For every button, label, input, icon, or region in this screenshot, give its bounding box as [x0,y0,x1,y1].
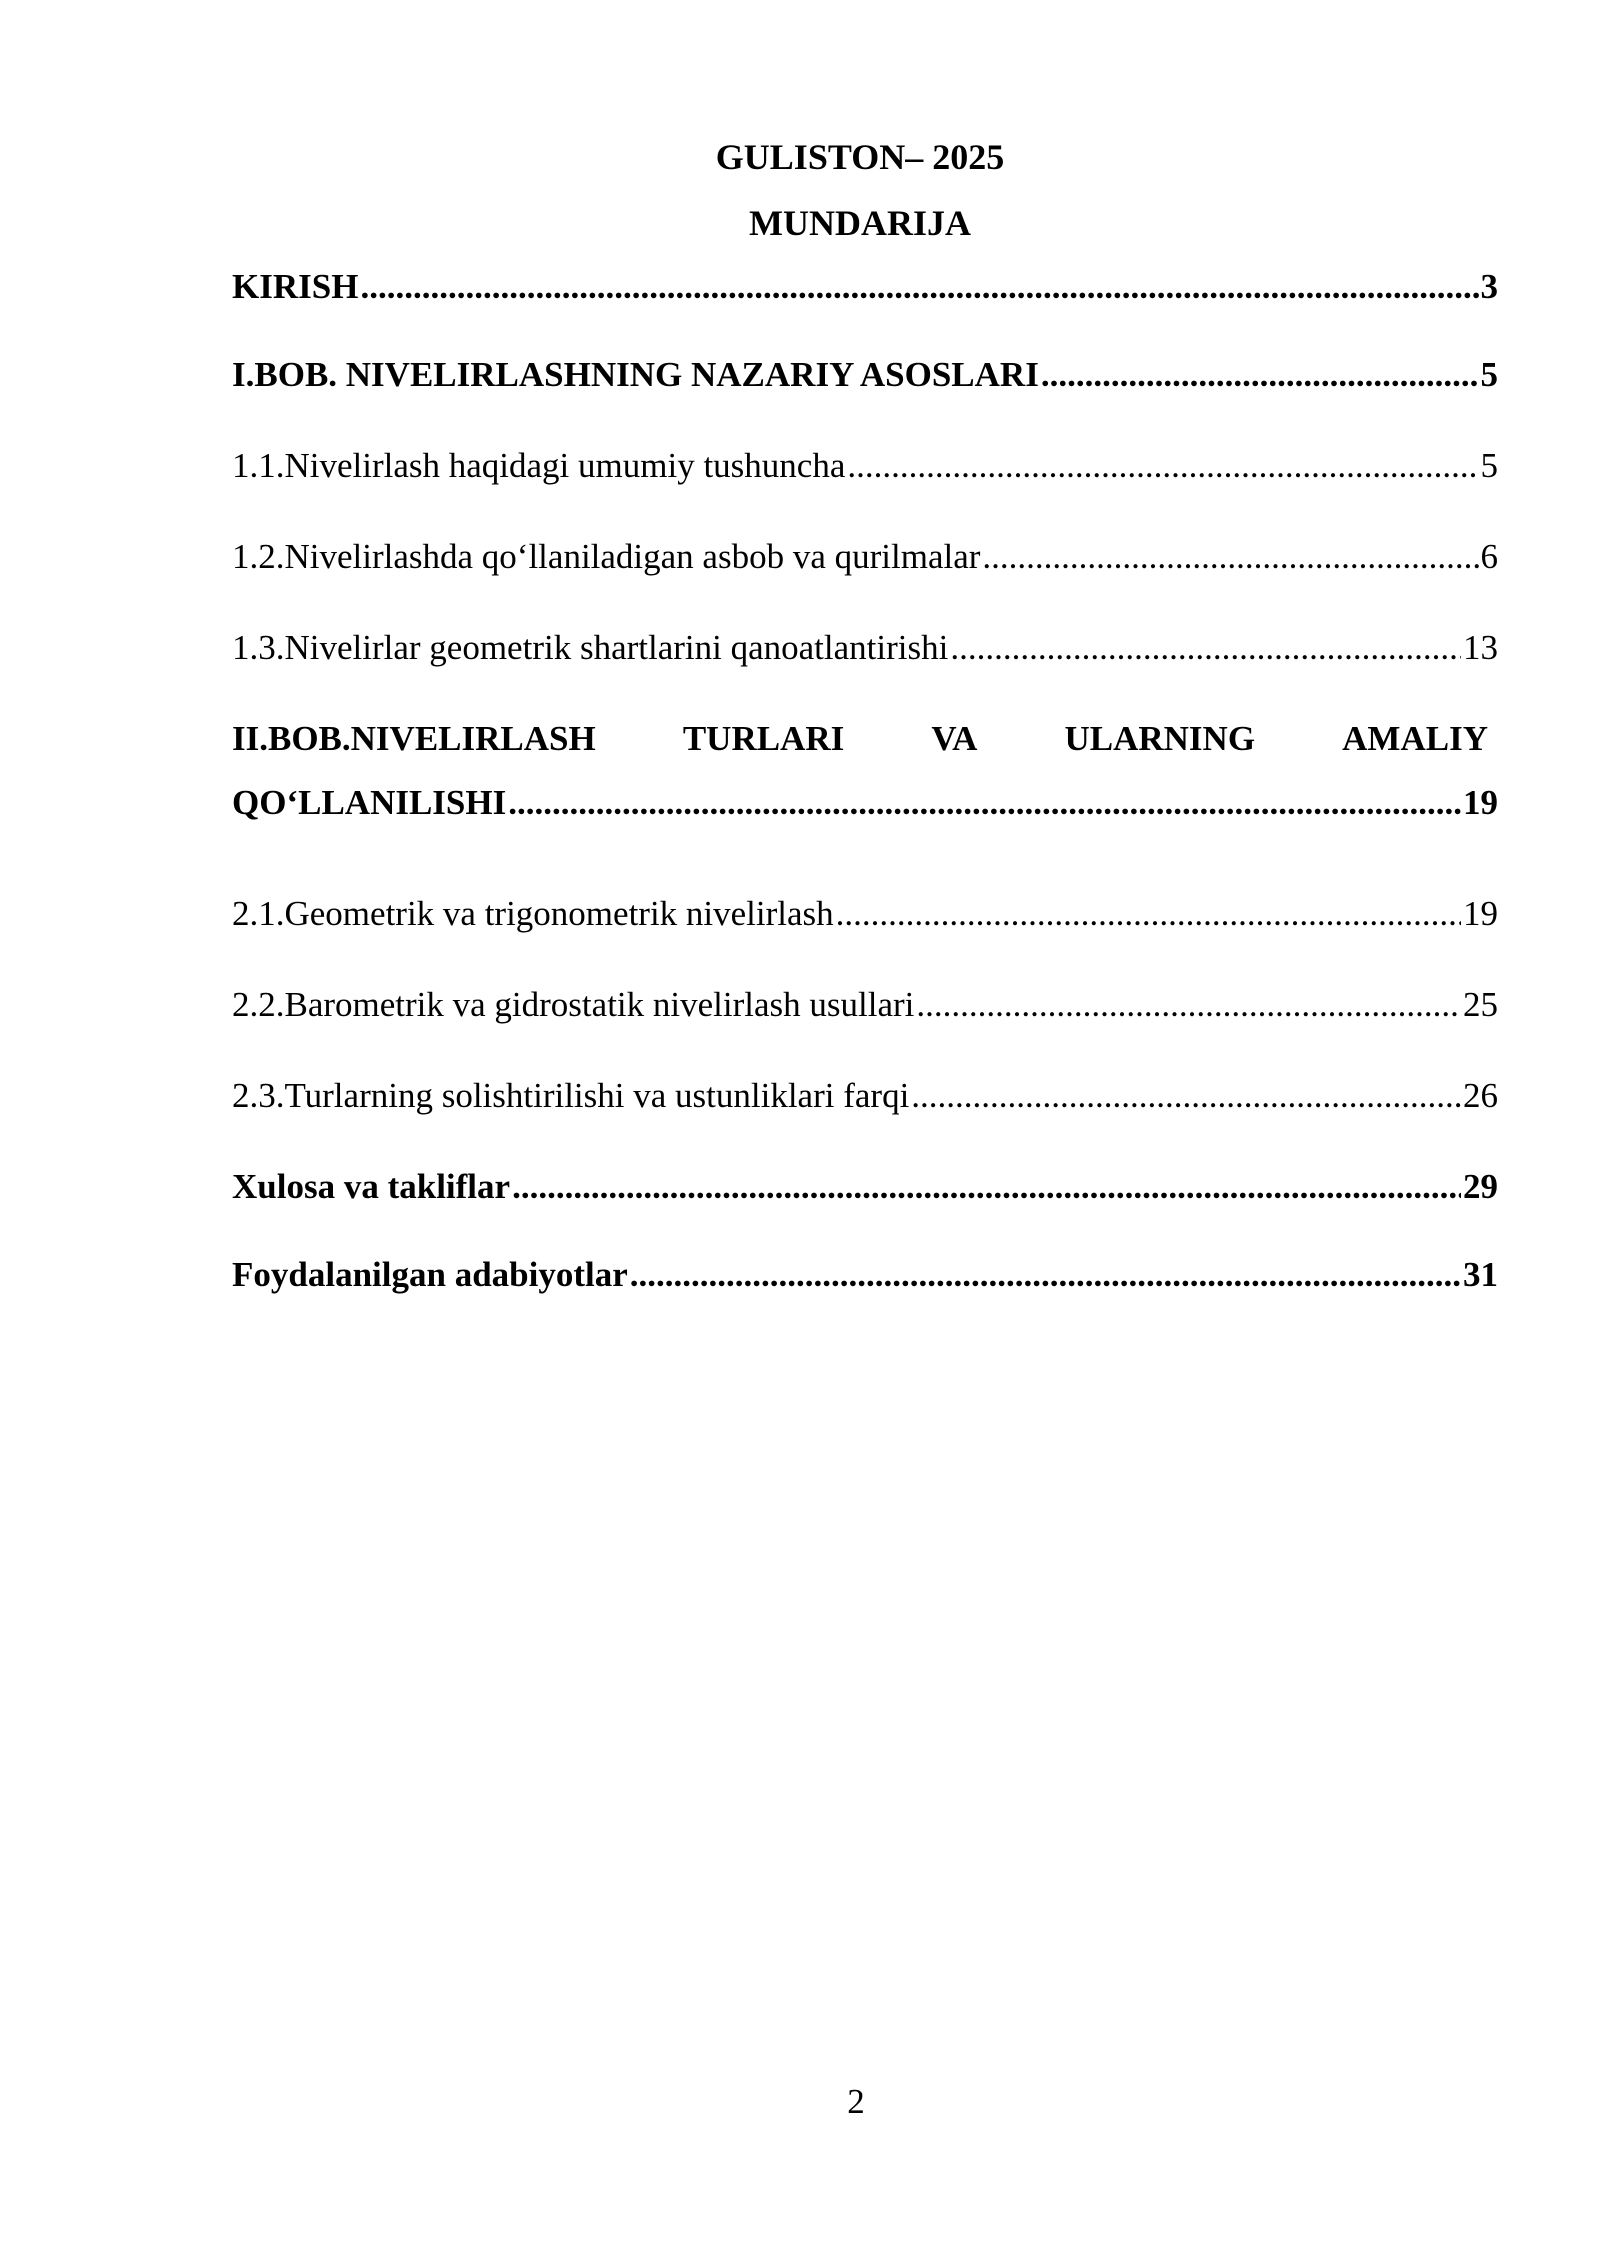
toc-entry-label: 2.3.Turlarning solishtirilishi va ustunliklari farqi [232,1076,910,1115]
toc-entry-1-1[interactable] [232,444,1498,488]
toc-entry-bob2-line2[interactable] [232,781,1498,825]
dot-leader [911,1074,1461,1118]
toc-entry-1-3[interactable] [232,626,1498,670]
dot-leader [360,265,1478,309]
toc-entry-page: 26 [1463,1076,1498,1115]
toc-title: MUNDARIJA [749,203,971,243]
toc-entry-word: ULARNING [1064,719,1256,758]
toc-entry-kirish[interactable] [232,265,1498,309]
page-number: 2 [847,2082,865,2121]
toc-entry-adabiyotlar[interactable] [232,1253,1498,1297]
toc-entry-label: I.BOB. NIVELIRLASHNING NAZARIY ASOSLARI [232,355,1039,394]
toc-entry-page: 25 [1463,985,1498,1024]
dot-leader [982,535,1478,579]
toc-entry-2-3[interactable] [232,1074,1498,1118]
toc-entry-label: 2.1.Geometrik va trigonometrik nivelirlash [232,894,834,933]
toc-entry-2-1[interactable] [232,892,1498,936]
toc-entry-page: 3 [1480,267,1498,306]
toc-entry-1-2[interactable] [232,535,1498,579]
toc-entry-page: 13 [1463,628,1498,667]
toc-entry-label: KIRISH [232,267,359,306]
toc-entry-word: II.BOB.NIVELIRLASH [232,719,596,758]
dot-leader [950,626,1461,670]
toc-entry-label: 1.2.Nivelirlashda qo‘llaniladigan asbob va qurilmalar [232,537,981,576]
toc-entry-page: 5 [1480,355,1498,394]
toc-entry-word: AMALIY [1342,719,1488,758]
toc-entry-page: 6 [1480,537,1498,576]
dot-leader [508,781,1461,825]
dot-leader [1041,353,1479,397]
toc-entry-2-2[interactable] [232,983,1498,1027]
toc-entry-word: VA [931,719,978,758]
toc-entry-page: 29 [1463,1167,1498,1206]
dot-leader [630,1253,1461,1297]
toc-entry-label: 2.2.Barometrik va gidrostatik nivelirlash usullari [232,985,915,1024]
toc-entry-label: QO‘LLANILISHI [232,783,507,822]
toc-entry-bob2-line1[interactable] [232,717,1488,761]
toc-entry-label: 1.3.Nivelirlar geometrik shartlarini qanoatlantirishi [232,628,949,667]
toc-entry-page: 19 [1463,894,1498,933]
toc-entry-xulosa[interactable] [232,1165,1498,1209]
city-year-heading: GULISTON– 2025 [715,137,1005,177]
toc-entry-page: 19 [1463,783,1498,822]
toc-entry-page: 5 [1480,446,1498,485]
toc-entry-page: 31 [1463,1255,1498,1294]
toc-entry-label: 1.1.Nivelirlash haqidagi umumiy tushuncha [232,446,846,485]
dot-leader [916,983,1461,1027]
dot-leader [836,892,1461,936]
toc-entry-label: Xulosa va takliflar [232,1167,511,1206]
dot-leader [847,444,1478,488]
dot-leader [512,1165,1461,1209]
toc-entry-bob1[interactable] [232,353,1498,397]
toc-entry-label: Foydalanilgan adabiyotlar [232,1255,628,1294]
toc-entry-word: TURLARI [682,719,845,758]
